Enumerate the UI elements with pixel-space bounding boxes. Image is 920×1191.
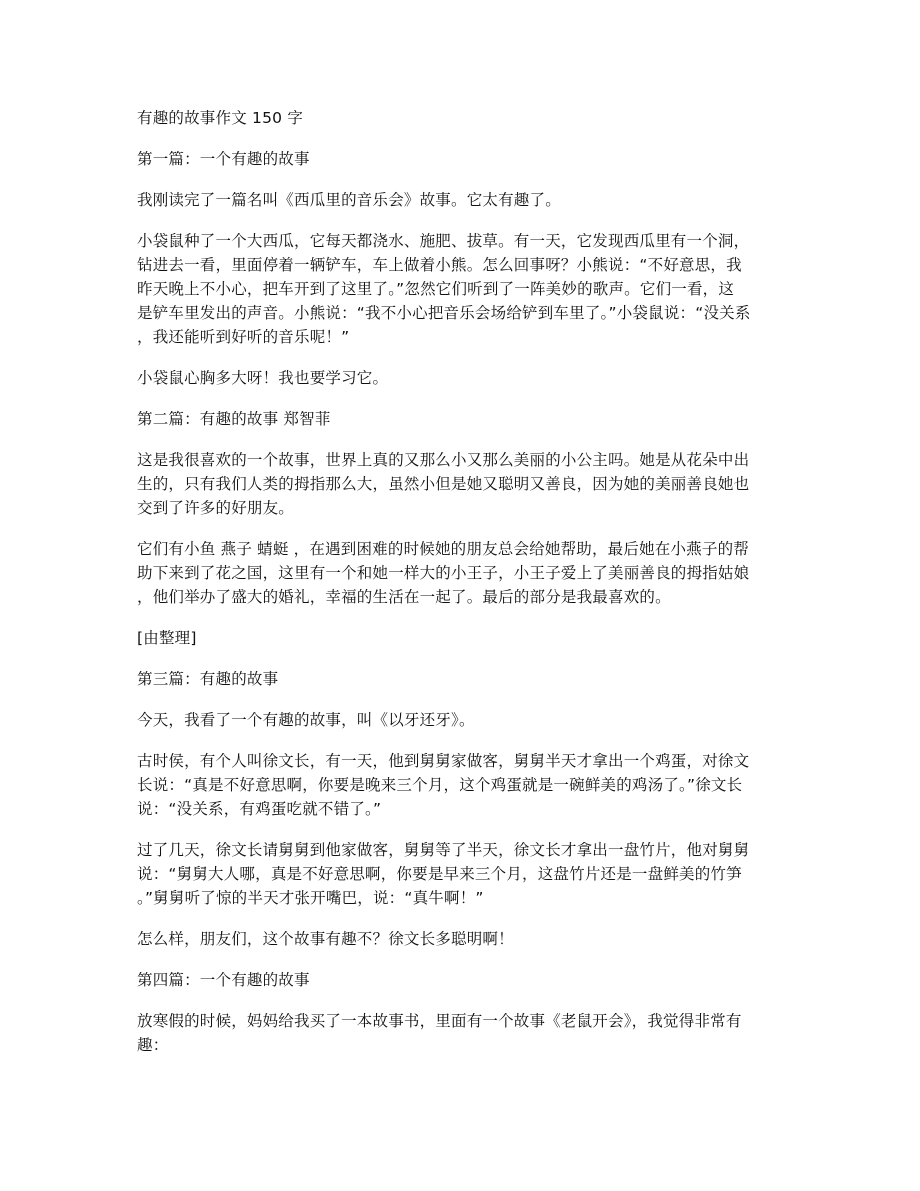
section-heading (137, 407, 797, 431)
text-line: 小袋鼠心胸多大呀！我也要学习它。 (137, 369, 389, 387)
text-line: 第一篇：一个有趣的故事 (137, 150, 310, 168)
paragraph (137, 537, 797, 609)
text-line: 。”舅舅听了惊的半天才张开嘴巴，说：“真牛啊！” (137, 889, 484, 907)
paragraph (137, 838, 797, 910)
text-line: 今天，我看了一个有趣的故事，叫《以牙还牙》。 (137, 711, 475, 729)
paragraph (137, 1009, 797, 1057)
text-line: 长说：“真是不好意思啊，你要是晚来三个月，这个鸡蛋就是一碗鲜美的鸡汤了。”徐文长 (137, 776, 743, 794)
paragraph (137, 448, 797, 520)
text-line: 有趣的故事作文 150 字 (137, 109, 304, 127)
text-line: 说：“没关系，有鸡蛋吃就不错了。” (137, 800, 382, 818)
section-heading (137, 147, 797, 171)
text-line: 古时侯，有个人叫徐文长，有一天，他到舅舅家做客，舅舅半天才拿出一个鸡蛋，对徐文 (137, 752, 750, 770)
paragraph (137, 927, 797, 951)
text-line: 怎么样，朋友们，这个故事有趣不？徐文长多聪明啊！ (137, 930, 514, 948)
paragraph (137, 708, 797, 732)
paragraph (137, 626, 797, 650)
section-heading (137, 968, 797, 992)
text-line: 助下来到了花之国，这里有一个和她一样大的小王子，小王子爱上了美丽善良的拇指姑娘 (137, 564, 750, 582)
document-body (137, 106, 797, 1074)
paragraph (137, 229, 797, 349)
text-line: 钻进去一看，里面停着一辆铲车，车上做着小熊。怎么回事呀？小熊说：“不好意思，我 (137, 256, 742, 274)
text-line: 昨天晚上不小心，把车开到了这里了。”忽然它们听到了一阵美妙的歌声。它们一看，这 (137, 280, 735, 298)
section-heading (137, 667, 797, 691)
text-line: 过了几天，徐文长请舅舅到他家做客，舅舅等了半天，徐文长才拿出一盘竹片，他对舅舅 (137, 841, 750, 859)
document-title (137, 106, 797, 130)
text-line: [由整理] (137, 629, 197, 647)
text-line: 第二篇：有趣的故事 郑智菲 (137, 410, 331, 428)
text-line: 我刚读完了一篇名叫《西瓜里的音乐会》故事。它太有趣了。 (137, 191, 561, 209)
text-line: 交到了许多的好朋友。 (137, 499, 295, 517)
text-line: 放寒假的时候，妈妈给我买了一本故事书，里面有一个故事《老鼠开会》，我觉得非常有 (137, 1012, 742, 1030)
text-line: ，我还能听到好听的音乐呢！” (137, 328, 350, 346)
text-line: 第三篇：有趣的故事 (137, 670, 279, 688)
text-line: 是铲车里发出的声音。小熊说：“我不小心把音乐会场给铲到车里了。”小袋鼠说：“没关系 (137, 304, 751, 322)
text-line: 趣： (137, 1036, 169, 1054)
text-line: 这是我很喜欢的一个故事，世界上真的又那么小又那么美丽的小公主吗。她是从花朵中出 (137, 451, 750, 469)
paragraph (137, 749, 797, 821)
text-line: ，他们举办了盛大的婚礼，幸福的生活在一起了。最后的部分是我最喜欢的。 (137, 588, 671, 606)
text-line: 说：“舅舅大人哪，真是不好意思啊，你要是早来三个月，这盘竹片还是一盘鲜美的竹笋 (137, 865, 742, 883)
text-line: 生的，只有我们人类的拇指那么大，虽然小但是她又聪明又善良，因为她的美丽善良她也 (137, 475, 750, 493)
text-line: 小袋鼠种了一个大西瓜，它每天都浇水、施肥、拔草。有一天，它发现西瓜里有一个洞， (137, 232, 750, 250)
text-line: 它们有小鱼 燕子 蜻蜓 ，在遇到困难的时候她的朋友总会给她帮助，最后她在小燕子的帮 (137, 540, 749, 558)
paragraph (137, 366, 797, 390)
paragraph (137, 188, 797, 212)
text-line: 第四篇：一个有趣的故事 (137, 971, 310, 989)
